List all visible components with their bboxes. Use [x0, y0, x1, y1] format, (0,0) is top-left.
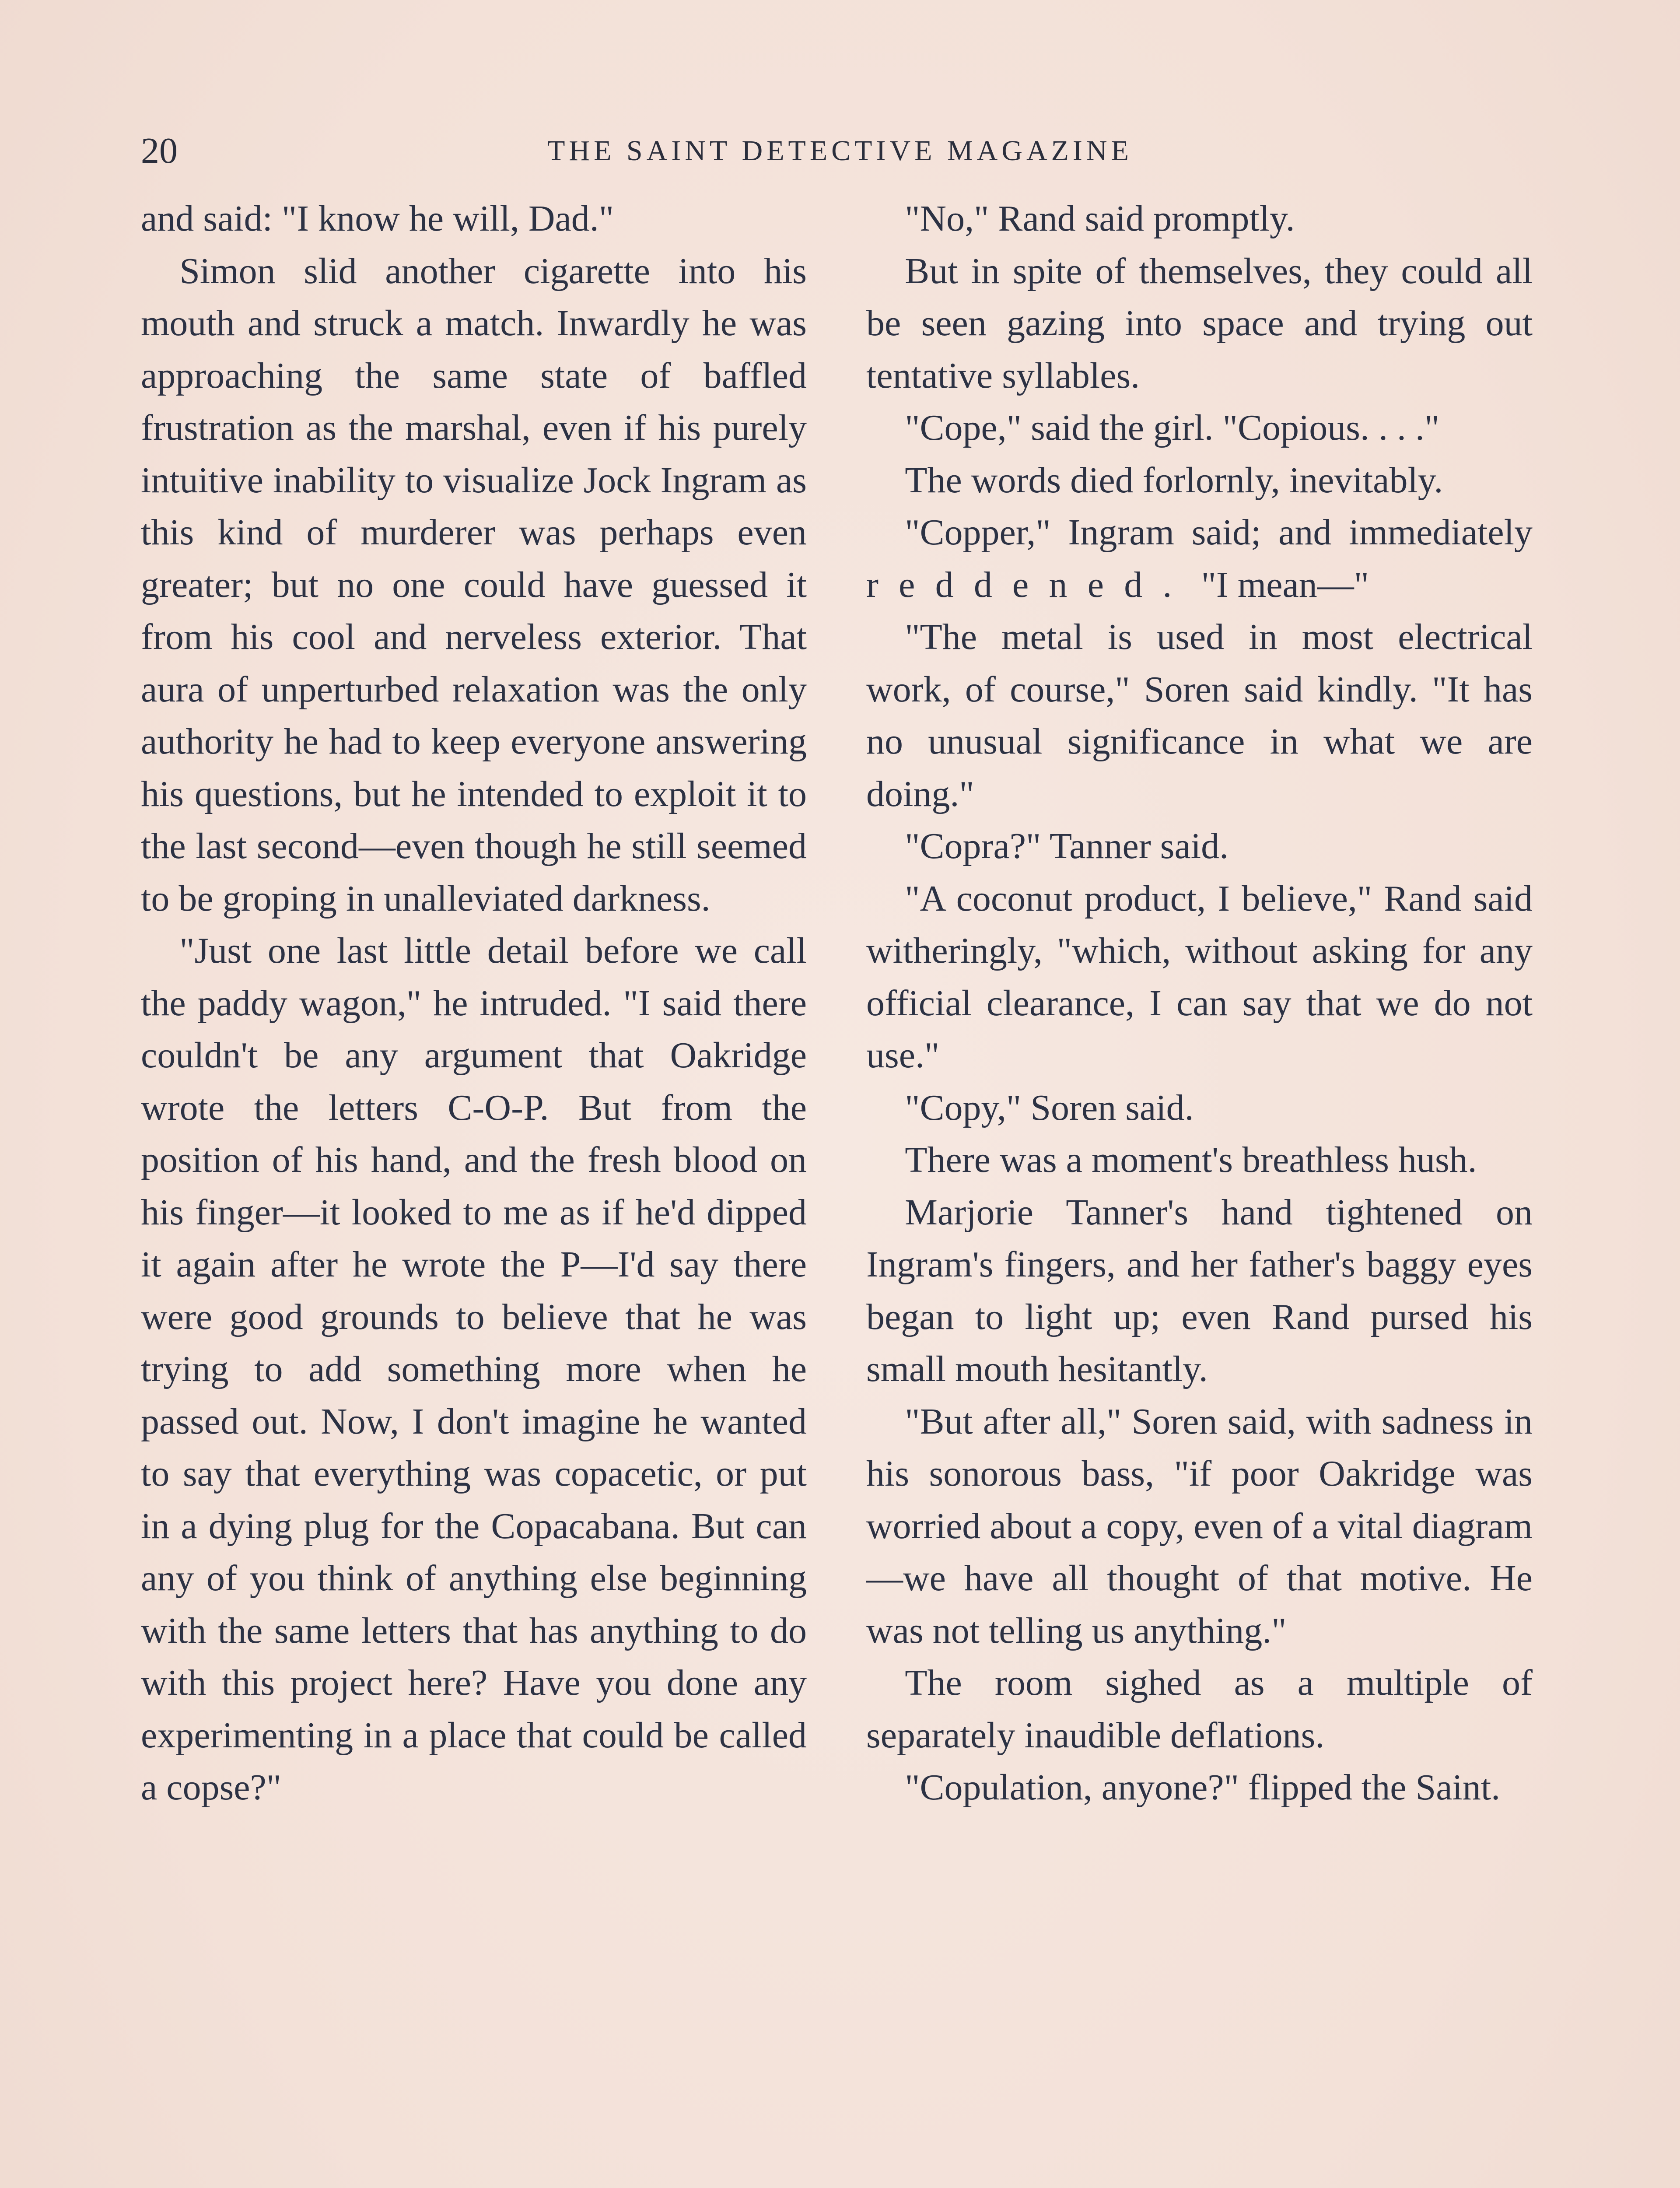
paragraph: "A coconut product, I believe," Rand said witheringly, "which, without asking for any official clearance, I can say that we do not use.": [866, 878, 1533, 1076]
paragraph: "But after all," Soren said, with sadness in his sonorous bass, "if poor Oakridge was worried about a copy, even of a vital diagram—we have all thought of that motive. He was not telling us anything.": [866, 1401, 1533, 1651]
paragraph: Simon slid another cigarette into his mouth and struck a match. Inwardly he was approaching the same state of baffled frustration as the marshal, even if his purely intuitive inability to visualize Jock Ingram as this kind of murderer was perhaps even greater; but no one could have guessed it from his cool and nerveless exterior. That aura of unperturbed relaxation was the only authority he had to keep everyone answering his questions, but he intended to exploit it to the last second—even though he still seemed to be groping in unalleviated darkness.: [141, 250, 807, 919]
text-run: "Copper," Ingram said; and immediately: [905, 512, 1533, 553]
paragraph: "Copulation, anyone?" flipped the Saint.: [905, 1767, 1501, 1808]
paragraph: "Cope," said the girl. "Copious. . . .": [905, 407, 1440, 448]
paragraph: There was a moment's breathless hush.: [905, 1140, 1477, 1180]
paragraph: "The metal is used in most electrical work, of course," Soren said kindly. "It has no unusual significance in what we are doing.": [866, 617, 1533, 814]
paragraph: "No," Rand said promptly.: [905, 198, 1295, 239]
text-run: "I mean—": [1192, 564, 1369, 605]
page-number: 20: [141, 130, 178, 171]
paragraph: "Copy," Soren said.: [905, 1087, 1194, 1128]
right-column: [866, 193, 1533, 1814]
paragraph: The words died forlornly, inevitably.: [905, 459, 1443, 501]
letterspaced-word: reddened.: [866, 564, 1192, 605]
paragraph: [866, 506, 1533, 611]
paragraph: Marjorie Tanner's hand tightened on Ingram's fingers, and her father's baggy eyes began to light up; even Rand pursed his small mouth hesitantly.: [866, 1192, 1533, 1389]
paragraph: The room sighed as a multiple of separately inaudible deflations.: [866, 1662, 1533, 1756]
paragraph: and said: "I know he will, Dad.": [141, 198, 614, 239]
paragraph: "Just one last little detail before we call the paddy wagon," he intruded. "I said there couldn't be any argument that Oakridge wrote the letters C-O-P. But from the position of his hand, and the fresh blood on his finger—it looked to me as if he'd dipped it again after he wrote the P—I'd say there were good grounds to believe that he was trying to add something more when he passed out. Now, I don't imagine he wanted to say that everything was copacetic, or put in a dying plug for the Copacabana. But can any of you think of anything else beginning with the same letters that has anything to do with this project here? Have you done any experimenting in a place that could be called a copse?": [141, 930, 807, 1808]
paragraph: "Copra?" Tanner said.: [905, 826, 1229, 866]
left-column: [141, 193, 807, 1814]
paragraph: But in spite of themselves, they could all be seen gazing into space and trying out tentative syllables.: [866, 250, 1533, 396]
running-head: THE SAINT DETECTIVE MAGAZINE: [547, 135, 1133, 167]
page-header: [141, 127, 1539, 175]
